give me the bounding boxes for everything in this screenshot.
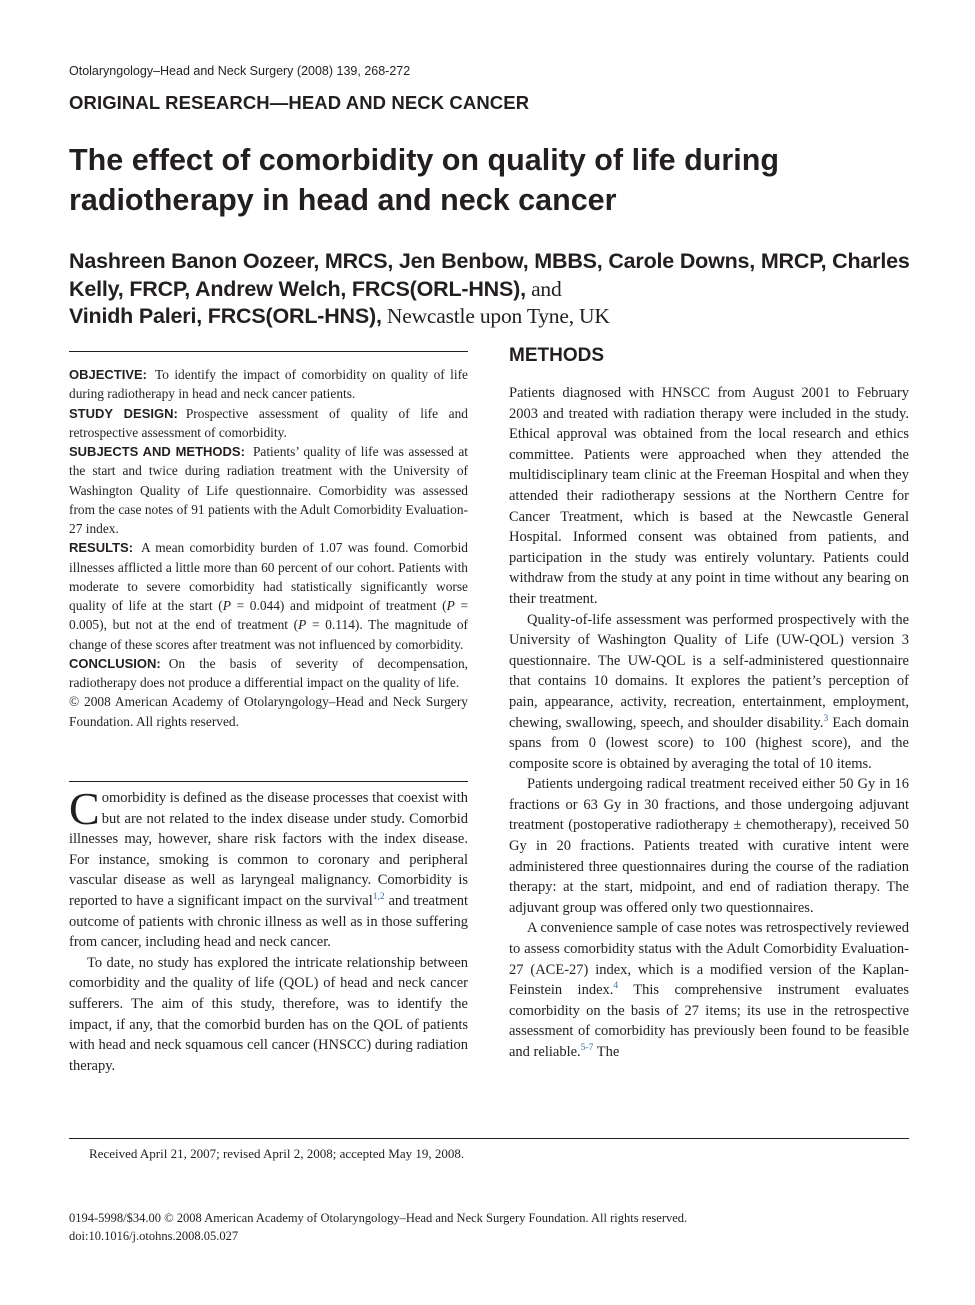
citation-link[interactable]: 1,2 xyxy=(372,892,385,903)
citation-link[interactable]: 3 xyxy=(823,713,829,724)
article-title: The effect of comorbidity on quality of life during radiotherapy in head and neck cancer xyxy=(69,143,779,217)
objective-label: OBJECTIVE: xyxy=(69,367,148,382)
footnote-rule xyxy=(69,1138,909,1139)
received-dates: Received April 21, 2007; revised April 2, 2008; accepted May 19, 2008. xyxy=(89,1146,465,1161)
abstract-conclusion: CONCLUSION: On the basis of severity of decompensation, radiotherapy does not produce a differential impact on the quality of life. xyxy=(69,655,468,690)
section-label: ORIGINAL RESEARCH—HEAD AND NECK CANCER xyxy=(69,92,530,113)
introduction-text xyxy=(69,783,468,1076)
doi: doi:10.1016/j.otohns.2008.05.027 xyxy=(69,1229,239,1243)
abstract xyxy=(69,365,468,731)
page-footer xyxy=(69,1209,929,1245)
intro-paragraph-1: Comorbidity is defined as the disease processes that coexist with but are not related to the index disease under study. Comorbid illnesses may, however, share risk factors with the index disease. For instance, smoking is common to coronary and peripheral vascular disease as well as laryngeal malignancy. Comorbidity is reported to have a significant impact on the survival$^{1,2}$ and treatment outcome of patients with chronic illness as well as in those suffering from cancer, including head and neck cancer. xyxy=(69,783,468,951)
methods-paragraph-4: A convenience sample of case notes was retrospectively reviewed to assess comorbidity status with the Adult Comorbidity Evaluation-27 (ACE-27) index, which is a modified version of the Kaplan-Feinstein index.$^4$ This comprehensive instrument evaluates comorbidity on the basis of 27 items; its use in the retrospective assessment of comorbidity has previously been found to be feasible and reliable.$^{5-7}$ The xyxy=(509,920,909,1060)
author-list xyxy=(69,248,949,331)
issn-copyright: 0194-5998/$34.00 © 2008 American Academy of Otolaryngology–Head and Neck Surgery Foundation. All rights reserved. xyxy=(69,1211,688,1225)
abstract-objective: OBJECTIVE: To identify the impact of comorbidity on quality of life during radiotherapy in head and neck cancer patients. xyxy=(69,367,468,402)
journal-citation: Otolaryngology–Head and Neck Surgery (2008) 139, 268-272 xyxy=(69,64,411,78)
intro-paragraph-2: To date, no study has explored the intricate relationship between comorbidity and the quality of life (QOL) of head and neck cancer sufferers. The aim of this study, therefore, was to identify the impact, if any, that the comorbid burden has on the QOL of patients with head and neck squamous cell cancer (HNSCC) during radiation therapy. xyxy=(69,954,468,1074)
abstract-results: RESULTS: A mean comorbidity burden of 1.07 was found. Comorbid illnesses afflicted a little more than 60 percent of our cohort. Patients with moderate to severe comorbidity had statistically significantly worse quality of life at the start (P = 0.044) and midpoint of treatment (P = 0.005), but not at the end of treatment (P = 0.114). The magnitude of change of these scores after treatment was not influenced by comorbidity. xyxy=(69,540,468,652)
abstract-top-rule xyxy=(69,351,468,352)
methods-paragraph-2: Quality-of-life assessment was performed prospectively with the University of Washington Quality of Life (UW-QOL) version 3 questionnaire. The UW-QOL is a self-administered questionnaire that contains 10 domains. It explores the patient’s perception of pain, appearance, activity, recreation, entertainment, employment, chewing, swallowing, speech, and shoulder disability.$^3$ Each domain spans from 0 (lowest score) to 100 (highest score), and the composite score is obtained by averaging the total of 10 items. xyxy=(509,611,909,772)
abstract-study-design: STUDY DESIGN: Prospective assessment of quality of life and retrospective assessment of comorbidity. xyxy=(69,405,468,440)
authors-and: and xyxy=(525,276,562,301)
drop-cap: C xyxy=(69,783,100,834)
study-design-label: STUDY DESIGN: xyxy=(69,405,178,421)
authors-part-2: Vinidh Paleri, FRCS(ORL-HNS), xyxy=(69,304,382,328)
methods-heading: METHODS xyxy=(509,345,604,366)
abstract-copyright: © 2008 American Academy of Otolaryngology–Head and Neck Surgery Foundation. All rights reserved. xyxy=(69,694,468,729)
citation-link[interactable]: 5-7 xyxy=(580,1043,594,1054)
methods-text xyxy=(509,383,909,1063)
abstract-subjects-methods: SUBJECTS AND METHODS: Patients’ quality of life was assessed at the start and twice during radiation treatment with the University of Washington Quality of Life questionnaire. Comorbidity was assessed from the case notes of 91 patients with the Adult Comorbidity Evaluation-27 index. xyxy=(69,444,468,536)
methods-paragraph-1: Patients diagnosed with HNSCC from August 2001 to February 2003 and treated with radiation therapy were included in the study. Ethical approval was obtained from the local research and ethics committee. Patients were approached when they attended the multidisciplinary team clinic at the Freeman Hospital and when they attended their radiotherapy sessions at the Northern Centre for Cancer Treatment, which is based at the Newcastle General Hospital. Informed consent was obtained from patients, and participation in the study was entirely voluntary. Patients could withdraw from the study at any point in time without any bearing on their treatment. xyxy=(509,385,909,607)
methods-paragraph-3: Patients undergoing radical treatment received either 50 Gy in 16 fractions or 63 Gy in 30 fractions, and those undergoing adjuvant treatment (postoperative radiotherapy ± chemotherapy), received 50 Gy in 20 fractions. Patients treated with curative intent were administered three questionnaires during the course of the radiation therapy: at the start, midpoint, and end of radiation therapy. The adjuvant group was offered only two questionnaires. xyxy=(509,776,909,916)
abstract-bottom-rule xyxy=(69,781,468,782)
citation-link[interactable]: 4 xyxy=(613,981,619,992)
authors-part-1: Nashreen Banon Oozeer, MRCS, Jen Benbow, MBBS, Carole Downs, MRCP, Charles Kelly, FRCP, Andrew Welch, FRCS(ORL-HNS), xyxy=(69,249,910,301)
subjects-methods-label: SUBJECTS AND METHODS: xyxy=(69,444,245,459)
conclusion-label: CONCLUSION: xyxy=(69,655,161,671)
results-label: RESULTS: xyxy=(69,540,134,556)
author-location: Newcastle upon Tyne, UK xyxy=(381,304,610,328)
